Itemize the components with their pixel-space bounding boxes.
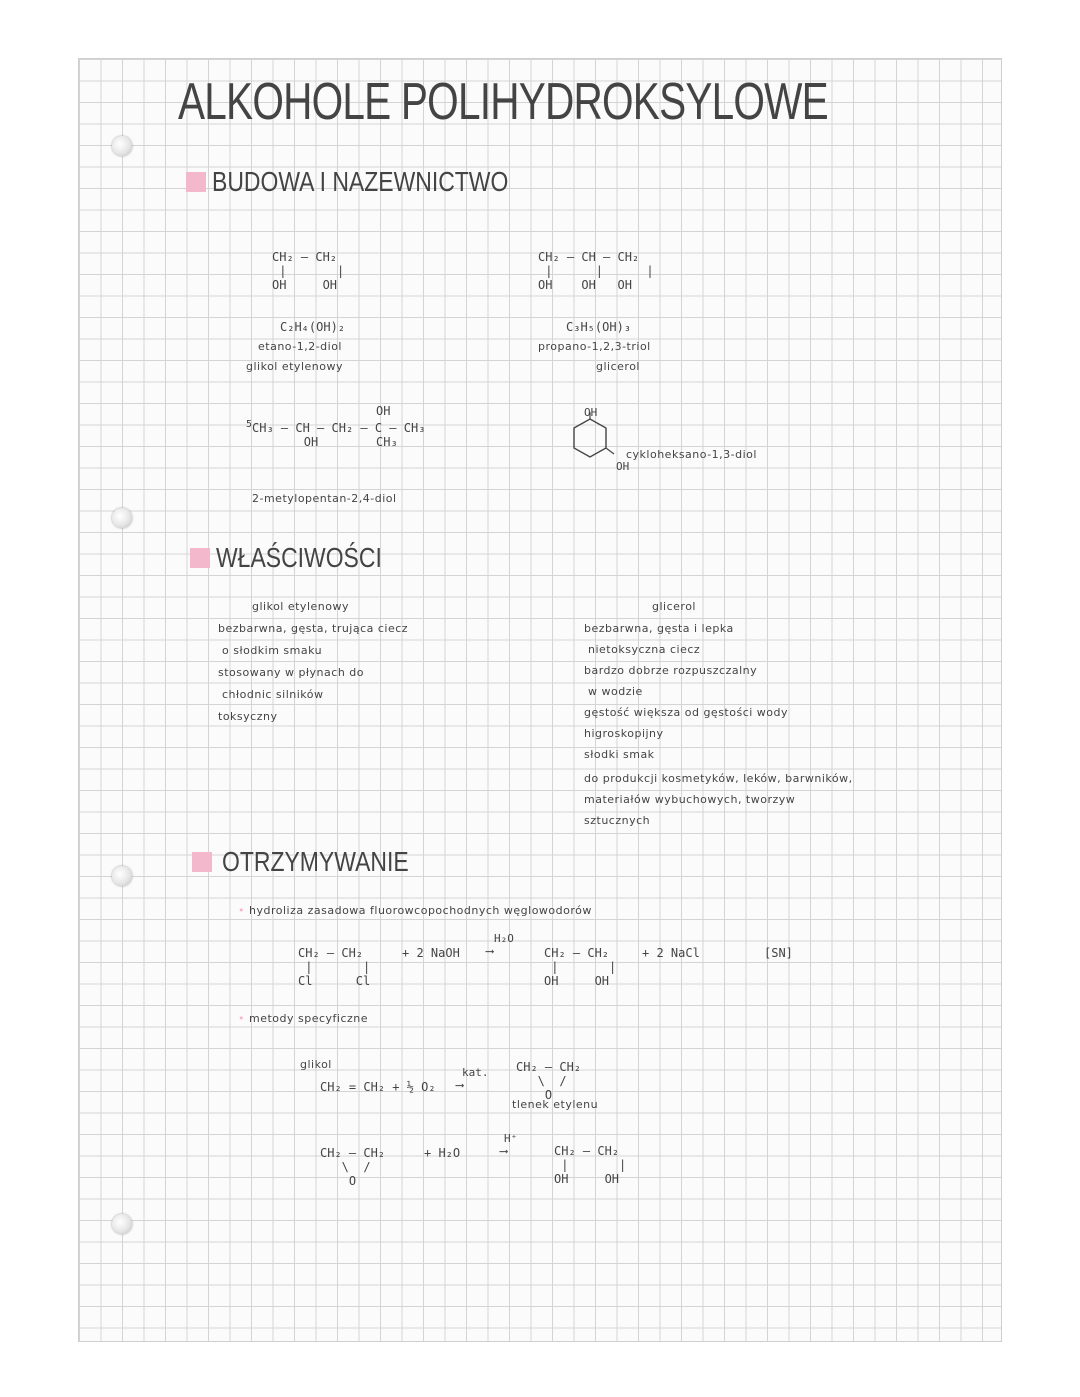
arrow-label-water: H₂O	[494, 932, 514, 945]
epoxide-name: tlenek etylenu	[512, 1098, 599, 1111]
glikol-product-2: CH₂ – CH₂ | | OH OH	[554, 1144, 627, 1186]
glikol-prop: toksyczny	[218, 710, 278, 723]
glikol-label: glikol	[300, 1058, 332, 1071]
section-marker	[190, 548, 210, 568]
glikol-props-header: glikol etylenowy	[252, 600, 349, 613]
glicerol-prop: do produkcji kosmetyków, leków, barwników,	[584, 772, 853, 785]
method-specyficzne: • metody specyficzne	[238, 1012, 368, 1025]
glicerol-common: glicerol	[596, 360, 640, 373]
glikol-prop: stosowany w płynach do	[218, 666, 365, 679]
epoxide-structure: CH₂ – CH₂ \ / O	[516, 1060, 582, 1102]
water-reagent: + H₂O	[424, 1146, 461, 1160]
punch-hole	[112, 866, 132, 886]
glicerol-prop: bezbarwna, gęsta i lepka	[584, 622, 734, 635]
diol-structure: OH $^5$CH₃ – CH – CH₂ – C – CH₃ OH CH₃	[246, 404, 426, 449]
glikol-common: glikol etylenowy	[246, 360, 343, 373]
method-hydroliza: • hydroliza zasadowa fluorowcopochodnych węglowodorów	[238, 904, 592, 917]
cyclo-oh-top: OH	[584, 406, 598, 419]
page-title: ALKOHOLE POLIHYDROKSYLOWE	[178, 73, 828, 131]
section-marker	[192, 852, 212, 872]
glicerol-props-header: glicerol	[652, 600, 696, 613]
reaction-arrow: ⟶	[500, 1144, 508, 1158]
glicerol-prop: w wodzie	[588, 685, 643, 698]
glicerol-structure: CH₂ – CH – CH₂ | | | OH OH OH	[538, 250, 654, 292]
catalyst-label: kat.	[462, 1066, 489, 1079]
punch-hole	[112, 136, 132, 156]
reaction-arrow: ⟶	[456, 1078, 464, 1092]
epoxide-reactant: CH₂ – CH₂ \ / O	[320, 1146, 386, 1188]
glikol-product: CH₂ – CH₂ | | OH OH	[544, 946, 617, 988]
byproduct-nacl: + 2 NaCl	[642, 946, 700, 960]
glikol-prop: chłodnic silników	[222, 688, 324, 701]
glicerol-formula: C₃H₅(OH)₃	[566, 320, 632, 334]
glicerol-prop: bardzo dobrze rozpuszczalny	[584, 664, 758, 677]
diol-name: 2-metylopentan-2,4-diol	[252, 492, 397, 505]
glicerol-prop: materiałów wybuchowych, tworzyw	[584, 793, 796, 806]
glikol-iupac: etano-1,2-diol	[258, 340, 342, 353]
reagent-naoh: + 2 NaOH	[402, 946, 460, 960]
glikol-structure: CH₂ – CH₂ | | OH OH	[272, 250, 345, 292]
mechanism-label: [SN]	[764, 946, 793, 960]
reaction-arrow: ⟶	[486, 944, 494, 958]
glicerol-prop: sztucznych	[584, 814, 651, 827]
glicerol-prop: nietoksyczna ciecz	[588, 643, 701, 656]
acid-catalyst: H⁺	[504, 1132, 518, 1145]
ethene-oxidation: CH₂ = CH₂ + ½ O₂	[320, 1080, 436, 1094]
cyclo-oh-bottom: OH	[616, 460, 630, 473]
glicerol-prop: higroskopijny	[584, 727, 664, 740]
section-heading-otrzymywanie: OTRZYMYWANIE	[222, 846, 409, 877]
cyclo-name: cykloheksano-1,3-diol	[626, 448, 757, 461]
glikol-formula: C₂H₄(OH)₂	[280, 320, 346, 334]
glikol-prop: o słodkim smaku	[222, 644, 323, 657]
section-heading-wlasciwosci: WŁAŚCIWOŚCI	[216, 542, 382, 573]
dichloroethane: CH₂ – CH₂ | | Cl Cl	[298, 946, 371, 988]
glicerol-iupac: propano-1,2,3-triol	[538, 340, 651, 353]
section-marker	[186, 172, 206, 192]
punch-hole	[112, 508, 132, 528]
section-heading-budowa: BUDOWA I NAZEWNICTWO	[212, 166, 509, 197]
glikol-prop: bezbarwna, gęsta, trująca ciecz	[218, 622, 409, 635]
glicerol-prop: słodki smak	[584, 748, 655, 761]
glicerol-prop: gęstość większa od gęstości wody	[584, 706, 789, 719]
punch-hole	[112, 1214, 132, 1234]
